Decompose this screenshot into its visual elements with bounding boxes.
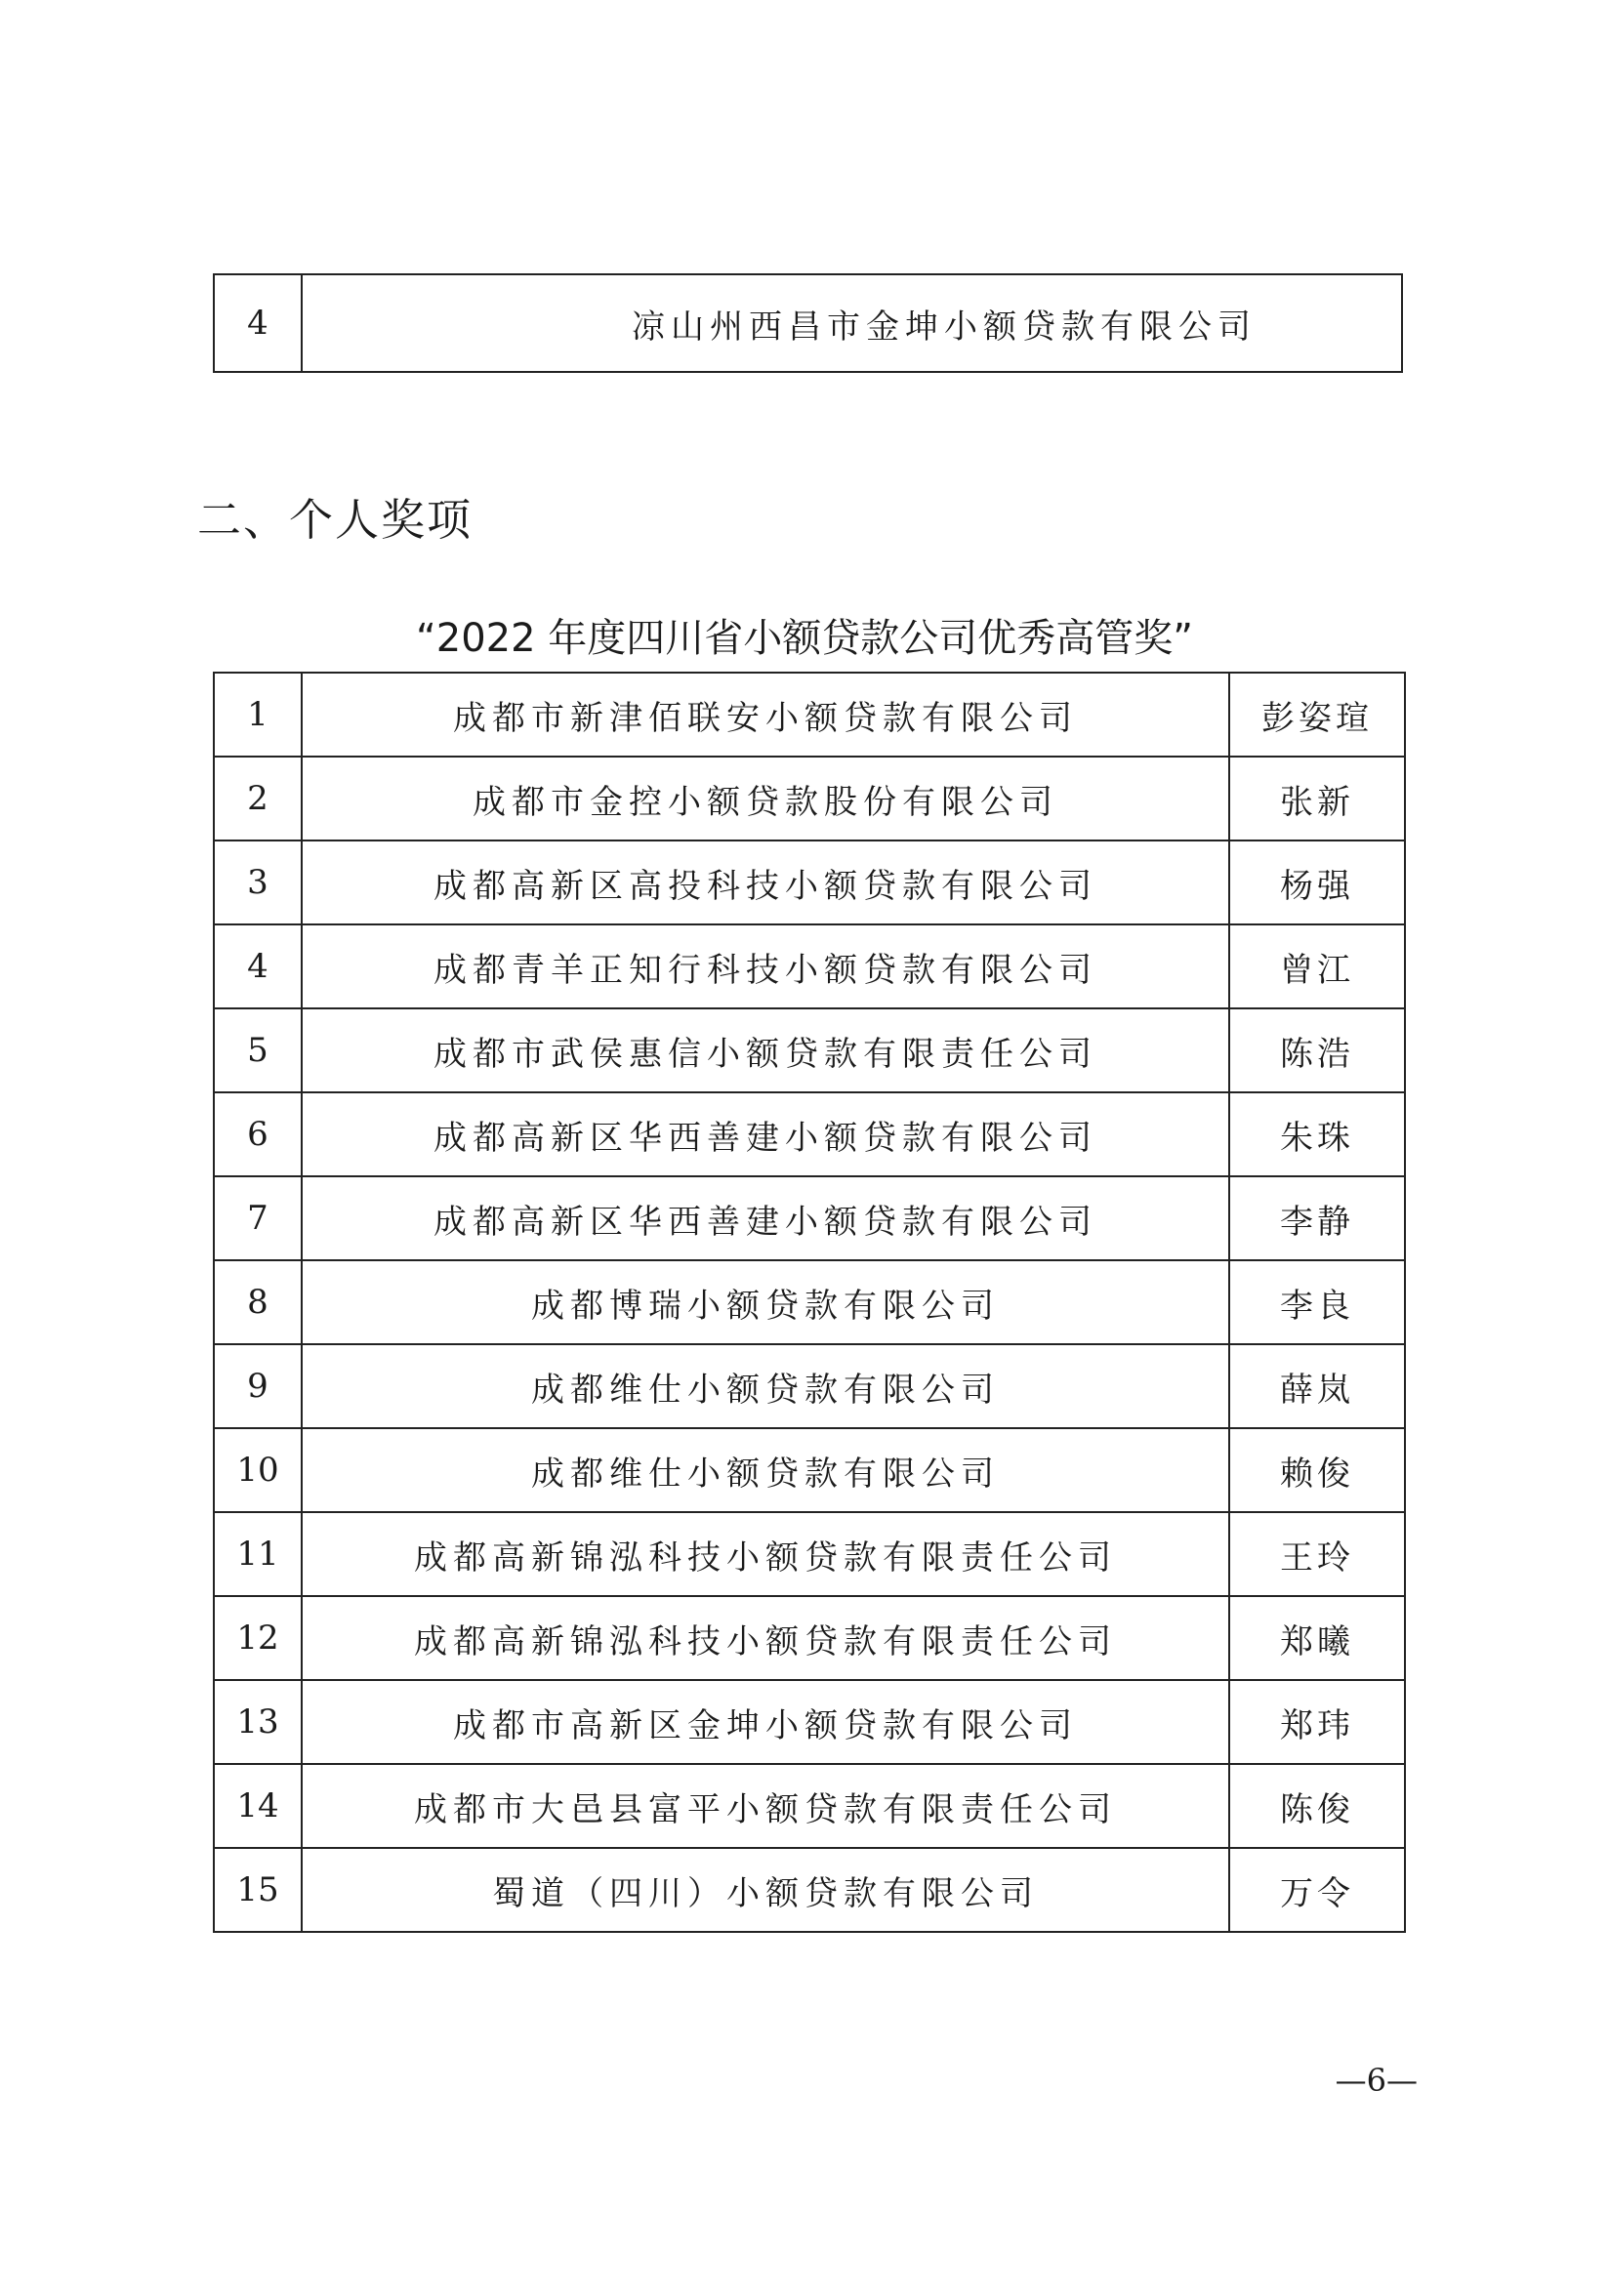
person-name: 薛岚	[1229, 1344, 1405, 1428]
company-name: 蜀道（四川）小额贷款有限公司	[302, 1848, 1229, 1932]
person-name: 李静	[1229, 1176, 1405, 1260]
row-number: 1	[214, 673, 302, 757]
page-number: —6—	[1335, 2062, 1418, 2099]
row-number: 11	[214, 1512, 302, 1596]
person-name: 朱珠	[1229, 1092, 1405, 1176]
table-row	[214, 274, 1402, 372]
row-number: 7	[214, 1176, 302, 1260]
table-row	[214, 757, 1405, 840]
executive-award-table	[213, 672, 1406, 1933]
person-name: 杨强	[1229, 840, 1405, 924]
row-number: 13	[214, 1680, 302, 1764]
person-name: 王玲	[1229, 1512, 1405, 1596]
company-name: 成都高新区高投科技小额贷款有限公司	[302, 840, 1229, 924]
person-name: 李良	[1229, 1260, 1405, 1344]
table-row	[214, 1848, 1405, 1932]
table-row	[214, 1344, 1405, 1428]
award-table-title: “2022 年度四川省小额贷款公司优秀高管奖”	[416, 616, 1193, 661]
row-number: 4	[214, 924, 302, 1008]
row-number: 4	[214, 274, 302, 372]
table-row	[214, 924, 1405, 1008]
continued-award-table	[213, 273, 1403, 373]
company-name: 成都市大邑县富平小额贷款有限责任公司	[302, 1764, 1229, 1848]
company-name: 成都市新津佰联安小额贷款有限公司	[302, 673, 1229, 757]
row-number: 3	[214, 840, 302, 924]
row-number: 12	[214, 1596, 302, 1680]
person-name: 彭姿瑄	[1229, 673, 1405, 757]
continued-table-body	[214, 274, 1402, 372]
table-row	[214, 1764, 1405, 1848]
table-row	[214, 1596, 1405, 1680]
section-heading: 二、个人奖项	[197, 494, 474, 546]
table-row	[214, 1680, 1405, 1764]
company-name: 成都维仕小额贷款有限公司	[302, 1344, 1229, 1428]
company-name: 成都市金控小额贷款股份有限公司	[302, 757, 1229, 840]
table-row	[214, 1092, 1405, 1176]
table-row	[214, 1260, 1405, 1344]
company-name: 成都高新锦泓科技小额贷款有限责任公司	[302, 1512, 1229, 1596]
person-name: 赖俊	[1229, 1428, 1405, 1512]
table-row	[214, 1008, 1405, 1092]
company-name: 成都高新区华西善建小额贷款有限公司	[302, 1176, 1229, 1260]
person-name: 郑曦	[1229, 1596, 1405, 1680]
row-number: 5	[214, 1008, 302, 1092]
table-row	[214, 1428, 1405, 1512]
person-name: 陈俊	[1229, 1764, 1405, 1848]
company-name: 成都市高新区金坤小额贷款有限公司	[302, 1680, 1229, 1764]
company-name: 成都高新锦泓科技小额贷款有限责任公司	[302, 1596, 1229, 1680]
company-name: 凉山州西昌市金坤小额贷款有限公司	[302, 274, 1402, 372]
table-row	[214, 673, 1405, 757]
row-number: 9	[214, 1344, 302, 1428]
row-number: 6	[214, 1092, 302, 1176]
award-table-body	[214, 673, 1405, 1932]
person-name: 万令	[1229, 1848, 1405, 1932]
company-name: 成都博瑞小额贷款有限公司	[302, 1260, 1229, 1344]
table-row	[214, 1176, 1405, 1260]
row-number: 10	[214, 1428, 302, 1512]
person-name: 曾江	[1229, 924, 1405, 1008]
person-name: 张新	[1229, 757, 1405, 840]
company-name: 成都维仕小额贷款有限公司	[302, 1428, 1229, 1512]
company-name: 成都青羊正知行科技小额贷款有限公司	[302, 924, 1229, 1008]
company-name: 成都高新区华西善建小额贷款有限公司	[302, 1092, 1229, 1176]
table-row	[214, 1512, 1405, 1596]
row-number: 14	[214, 1764, 302, 1848]
row-number: 8	[214, 1260, 302, 1344]
row-number: 15	[214, 1848, 302, 1932]
person-name: 郑玮	[1229, 1680, 1405, 1764]
company-name: 成都市武侯惠信小额贷款有限责任公司	[302, 1008, 1229, 1092]
table-row	[214, 840, 1405, 924]
person-name: 陈浩	[1229, 1008, 1405, 1092]
row-number: 2	[214, 757, 302, 840]
